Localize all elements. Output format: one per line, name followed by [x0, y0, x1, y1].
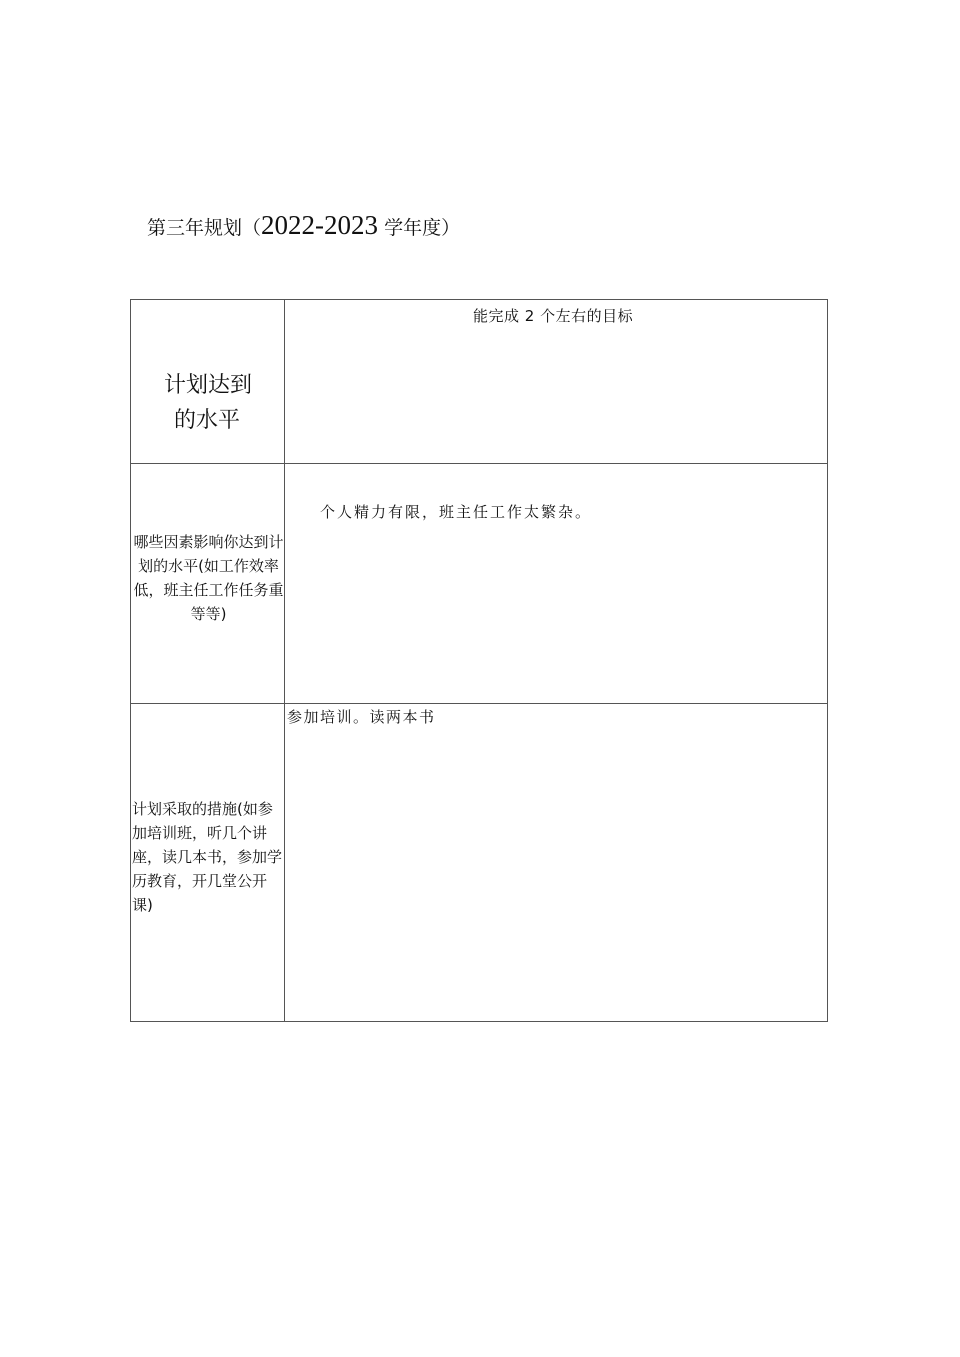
target-level-label — [164, 368, 274, 438]
title-suffix: 学年度） — [384, 217, 461, 239]
planned-measures-label: 计划采取的措施(如参加培训班，听几个讲座，读几本书，参加学历教育，开几堂公开课) — [132, 800, 283, 914]
influencing-factors-label: 哪些因素影响你达到计划的水平(如工作效率低，班主任工作任务重等等) — [133, 533, 284, 623]
label-cell — [131, 300, 285, 463]
label-line-1: 计划达到 — [164, 373, 253, 398]
planned-measures-content: 参加培训。读两本书 — [287, 708, 436, 726]
content-cell — [285, 703, 827, 1021]
label-line-2: 的水平 — [174, 408, 241, 433]
table-row-influencing-factors — [131, 463, 827, 704]
table-row-target-level — [131, 300, 827, 464]
influencing-factors-content: 个人精力有限，班主任工作太繁杂。 — [320, 503, 593, 521]
content-cell — [285, 300, 827, 463]
label-cell — [131, 703, 285, 1021]
label-cell — [131, 463, 285, 703]
title-years: 2022-2023 — [261, 210, 379, 240]
target-level-content: 能完成 2 个左右的目标 — [473, 307, 634, 325]
plan-table — [130, 299, 828, 1022]
page-title — [147, 207, 460, 246]
title-prefix: 第三年规划（ — [147, 217, 262, 239]
table-row-planned-measures — [131, 703, 827, 1021]
content-cell — [285, 463, 827, 703]
